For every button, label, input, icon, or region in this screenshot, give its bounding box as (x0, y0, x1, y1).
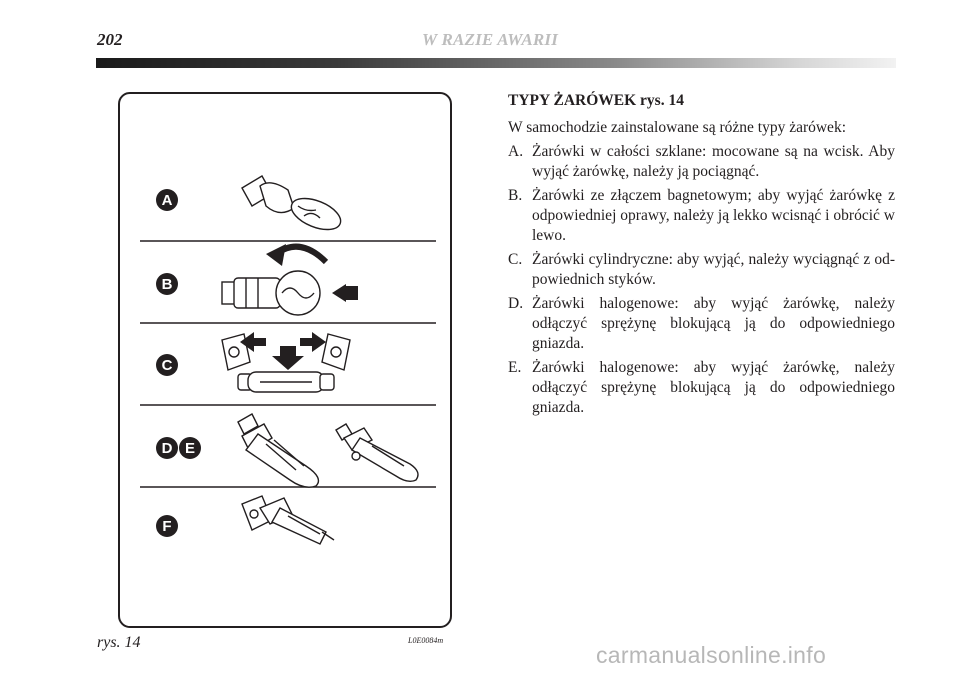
content-intro: W samochodzie zainstalowane są różne typy żarówek: (508, 119, 846, 136)
list-item (508, 358, 895, 418)
list-item-text: Żarówki w całości szklane: mocowane są na wcisk. Aby wyjąć żarówkę, należy ją pociągnąć. (532, 143, 895, 180)
label-badge-a (156, 189, 178, 211)
list-item (508, 142, 895, 182)
label-badge-d (156, 437, 178, 459)
glass-wedge-bulb-drawing (242, 176, 345, 236)
bulb-type-list (508, 142, 895, 418)
content-heading: TYPY ŻARÓWEK rys. 14 (508, 92, 684, 109)
list-item (508, 250, 895, 290)
page-number: 202 (97, 30, 123, 49)
list-item-text: Żarówki cylindryczne: aby wyjąć, należy wyciągnąć z od-powiednich styków. (532, 251, 895, 288)
svg-text:C: C (161, 357, 173, 374)
list-item (508, 186, 895, 246)
bulb-types-figure (118, 92, 452, 628)
list-item-text: Żarówki halogenowe: aby wyjąć żarówkę, należy odłączyć sprężynę blokującą ją do odpowiedniego gniazda. (532, 295, 895, 352)
list-item-text: Żarówki halogenowe: aby wyjąć żarówkę, należy odłączyć sprężynę blokującą ją do odpowiedniego gniazda. (532, 359, 895, 416)
label-badge-b (156, 273, 178, 295)
xenon-bulb-f-drawing (242, 496, 334, 544)
svg-text:D: D (161, 440, 173, 457)
list-item (508, 294, 895, 354)
header-rule (96, 58, 896, 68)
figure-code: L0E0084m (408, 636, 444, 645)
bayonet-bulb-drawing (222, 244, 358, 315)
site-watermark: carmanualsonline.info (596, 642, 827, 668)
halogen-bulb-e-drawing (336, 424, 418, 481)
label-badge-c (156, 354, 178, 376)
halogen-bulb-d-drawing (238, 414, 318, 487)
list-item-letter: E. (508, 359, 522, 376)
label-badge-e (179, 437, 201, 459)
figure-drawing (120, 94, 454, 630)
list-item-letter: A. (508, 143, 524, 160)
list-item-letter: B. (508, 187, 523, 204)
text-column (508, 91, 895, 422)
list-item-letter: D. (508, 295, 524, 312)
svg-text:B: B (161, 276, 173, 293)
svg-text:A: A (161, 192, 173, 209)
label-badge-f (156, 515, 178, 537)
section-title: W RAZIE AWARII (422, 30, 559, 49)
svg-text:F: F (162, 518, 172, 535)
list-item-text: Żarówki ze złączem bagnetowym; aby wyjąć żarówkę z odpowiedniej oprawy, należy ją lekko wcisnąć i obrócić w lewo. (532, 187, 895, 244)
figure-caption: rys. 14 (97, 634, 141, 651)
festoon-bulb-drawing (222, 332, 350, 392)
list-item-letter: C. (508, 251, 523, 268)
svg-text:E: E (184, 440, 196, 457)
